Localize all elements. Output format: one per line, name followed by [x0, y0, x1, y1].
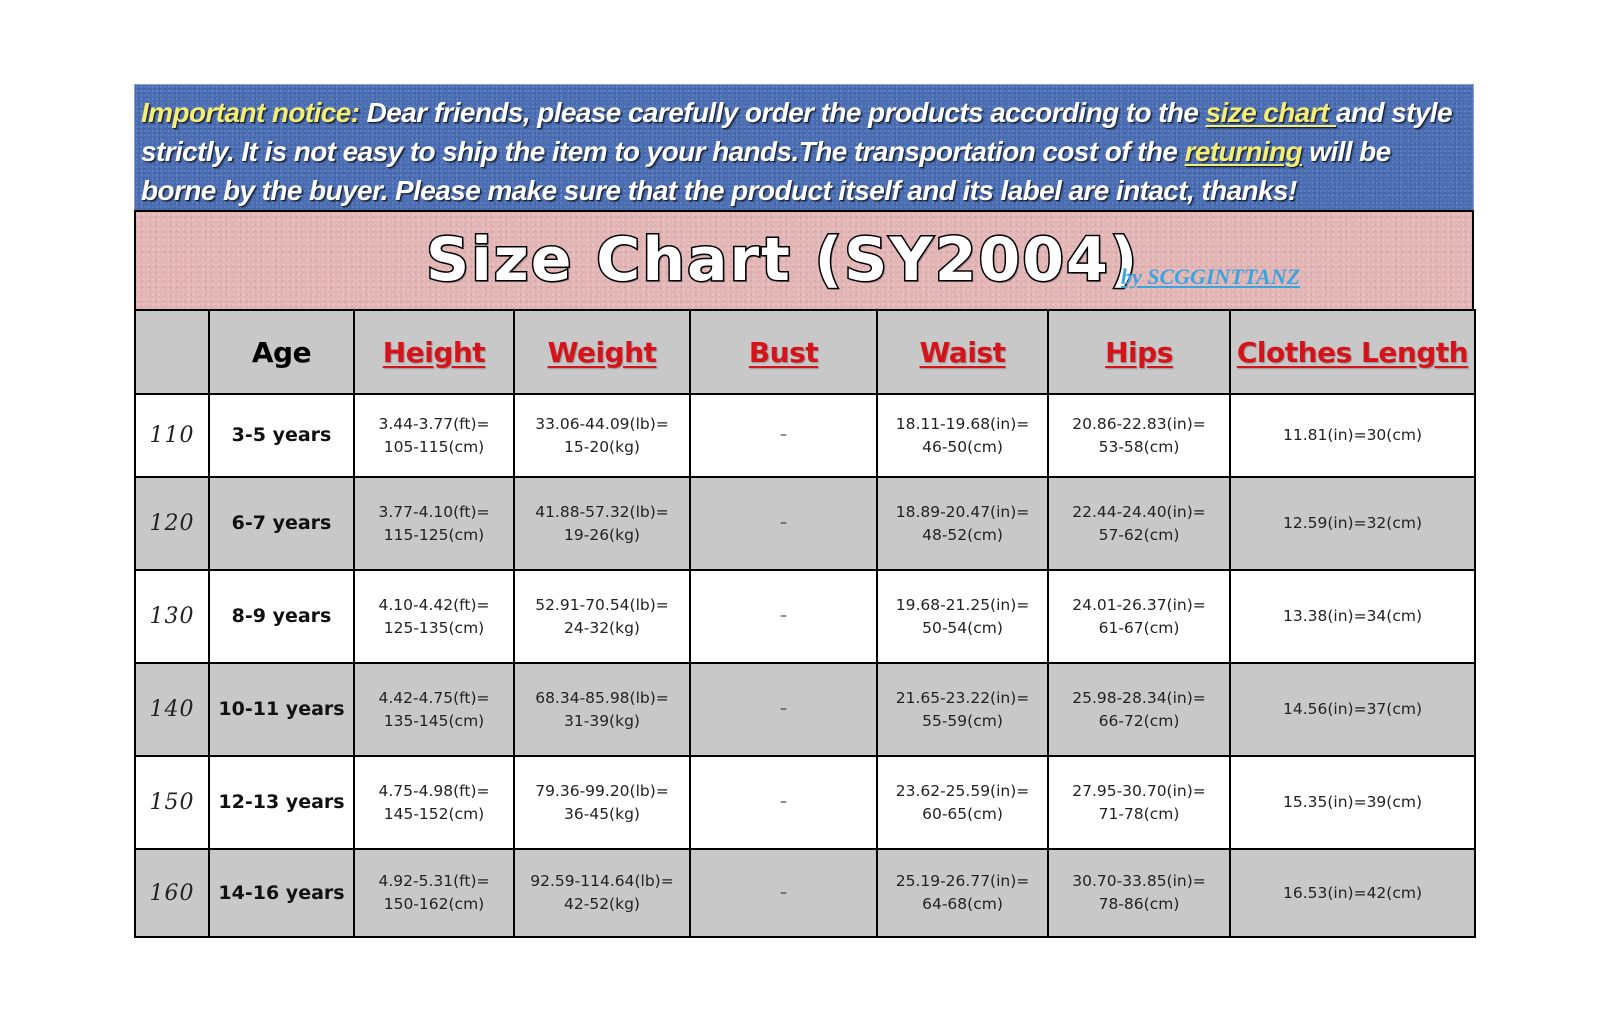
weight-lb: 52.91-70.54(lb)= [535, 595, 669, 614]
weight-lb: 41.88-57.32(lb)= [535, 502, 669, 521]
height-cell [354, 570, 514, 663]
waist-in: 21.65-23.22(in)= [895, 688, 1030, 707]
weight-lb: 79.36-99.20(lb)= [535, 781, 669, 800]
waist-cell [877, 663, 1048, 756]
height-ft: 4.92-5.31(ft)= [378, 872, 490, 890]
notice-label: Important notice: [141, 97, 360, 128]
brand-byline: by SCGGINTTANZ [1121, 264, 1301, 289]
age-cell: 3-5 years [209, 394, 354, 477]
clothes-length-cell: 16.53(in)=42(cm) [1230, 849, 1475, 937]
height-cm: 145-152(cm) [383, 804, 485, 823]
height-cell [354, 849, 514, 937]
height-ft: 3.44-3.77(ft)= [378, 414, 490, 433]
size-cell: 120 [135, 477, 209, 570]
clothes-length-cell: 15.35(in)=39(cm) [1230, 756, 1475, 849]
hips-cell [1048, 756, 1230, 849]
hips-cell [1048, 477, 1230, 570]
height-cell [354, 663, 514, 756]
weight-cell [514, 570, 690, 663]
size-cell: 150 [135, 756, 209, 849]
notice-returning-link: returning [1184, 136, 1303, 167]
bust-cell: – [690, 663, 877, 756]
header-height: Height [354, 310, 514, 394]
waist-cell [877, 477, 1048, 570]
table-row [135, 663, 1475, 756]
table-header-row [135, 310, 1475, 394]
hips-cell [1048, 663, 1230, 756]
height-cm: 150-162(cm) [383, 895, 485, 913]
clothes-length-cell: 13.38(in)=34(cm) [1230, 570, 1475, 663]
important-notice-banner [134, 84, 1474, 210]
height-ft: 4.42-4.75(ft)= [378, 688, 490, 707]
weight-cell [514, 477, 690, 570]
hips-in: 22.44-24.40(in)= [1072, 502, 1206, 521]
hips-in: 20.86-22.83(in)= [1072, 414, 1206, 433]
title-banner [134, 210, 1474, 309]
hips-cm: 61-67(cm) [1098, 618, 1180, 637]
waist-in: 23.62-25.59(in)= [895, 781, 1030, 800]
header-age: Age [209, 310, 354, 394]
size-table [134, 309, 1476, 938]
hips-cm: 57-62(cm) [1098, 525, 1180, 544]
waist-cell [877, 849, 1048, 937]
table-row [135, 394, 1475, 477]
waist-in: 18.89-20.47(in)= [895, 502, 1030, 521]
height-ft: 4.75-4.98(ft)= [378, 781, 490, 800]
waist-cm: 64-68(cm) [922, 895, 1003, 913]
notice-size-chart-link: size chart [1205, 97, 1336, 128]
waist-cm: 48-52(cm) [922, 525, 1003, 544]
header-weight: Weight [514, 310, 690, 394]
weight-kg: 31-39(kg) [564, 711, 640, 730]
header-clothes-length: Clothes Length [1230, 310, 1475, 394]
notice-text-3: will be borne by the buyer. Please make sure that the product itself and its label are intact, thanks! [141, 136, 1391, 206]
weight-lb: 92.59-114.64(lb)= [530, 872, 674, 890]
waist-cell [877, 394, 1048, 477]
weight-cell [514, 756, 690, 849]
height-cm: 115-125(cm) [383, 525, 485, 544]
age-cell: 14-16 years [209, 849, 354, 937]
waist-in: 18.11-19.68(in)= [895, 414, 1030, 433]
weight-kg: 24-32(kg) [564, 618, 640, 637]
hips-in: 25.98-28.34(in)= [1072, 688, 1206, 707]
hips-in: 27.95-30.70(in)= [1072, 781, 1206, 800]
header-waist: Waist [877, 310, 1048, 394]
table-row [135, 756, 1475, 849]
hips-cm: 66-72(cm) [1098, 711, 1180, 730]
waist-in: 25.19-26.77(in)= [895, 872, 1030, 890]
weight-kg: 42-52(kg) [564, 895, 640, 913]
age-cell: 12-13 years [209, 756, 354, 849]
height-cm: 125-135(cm) [383, 618, 485, 637]
waist-cell [877, 570, 1048, 663]
hips-cm: 53-58(cm) [1098, 437, 1180, 456]
waist-cm: 50-54(cm) [922, 618, 1003, 637]
hips-cell [1048, 849, 1230, 937]
height-cell [354, 394, 514, 477]
hips-cm: 78-86(cm) [1098, 895, 1180, 913]
age-cell: 10-11 years [209, 663, 354, 756]
weight-cell [514, 394, 690, 477]
clothes-length-cell: 14.56(in)=37(cm) [1230, 663, 1475, 756]
notice-text-1: Dear friends, please carefully order the products according to the [359, 97, 1206, 128]
waist-in: 19.68-21.25(in)= [895, 595, 1030, 614]
waist-cm: 46-50(cm) [922, 437, 1003, 456]
height-cell [354, 756, 514, 849]
age-cell: 8-9 years [209, 570, 354, 663]
hips-cell [1048, 570, 1230, 663]
clothes-length-cell: 11.81(in)=30(cm) [1230, 394, 1475, 477]
bust-cell: – [690, 477, 877, 570]
size-cell: 110 [135, 394, 209, 477]
header-size [135, 310, 209, 394]
table-row [135, 570, 1475, 663]
height-cell [354, 477, 514, 570]
bust-cell: – [690, 756, 877, 849]
height-ft: 3.77-4.10(ft)= [378, 502, 490, 521]
weight-kg: 19-26(kg) [564, 525, 640, 544]
bust-cell: – [690, 394, 877, 477]
size-cell: 130 [135, 570, 209, 663]
size-cell: 140 [135, 663, 209, 756]
waist-cm: 60-65(cm) [922, 804, 1003, 823]
clothes-length-cell: 12.59(in)=32(cm) [1230, 477, 1475, 570]
notice-text-2: and style strictly. It is not easy to ship the item to your hands.The transportation cost of the [141, 97, 1452, 167]
height-cm: 135-145(cm) [383, 711, 485, 730]
size-cell: 160 [135, 849, 209, 937]
height-cm: 105-115(cm) [383, 437, 485, 456]
hips-cell [1048, 394, 1230, 477]
weight-kg: 15-20(kg) [564, 437, 640, 456]
hips-in: 30.70-33.85(in)= [1072, 872, 1206, 890]
weight-lb: 33.06-44.09(lb)= [535, 414, 669, 433]
hips-cm: 71-78(cm) [1098, 804, 1180, 823]
bust-cell: – [690, 849, 877, 937]
height-ft: 4.10-4.42(ft)= [378, 595, 490, 614]
header-hips: Hips [1048, 310, 1230, 394]
waist-cm: 55-59(cm) [922, 711, 1003, 730]
header-bust: Bust [690, 310, 877, 394]
size-chart-sheet [134, 84, 1474, 938]
table-row [135, 849, 1475, 937]
waist-cell [877, 756, 1048, 849]
chart-title: Size Chart (SY2004) [426, 225, 1140, 295]
weight-cell [514, 849, 690, 937]
table-row [135, 477, 1475, 570]
hips-in: 24.01-26.37(in)= [1072, 595, 1206, 614]
age-cell: 6-7 years [209, 477, 354, 570]
bust-cell: – [690, 570, 877, 663]
weight-kg: 36-45(kg) [564, 804, 640, 823]
weight-lb: 68.34-85.98(lb)= [535, 688, 669, 707]
weight-cell [514, 663, 690, 756]
